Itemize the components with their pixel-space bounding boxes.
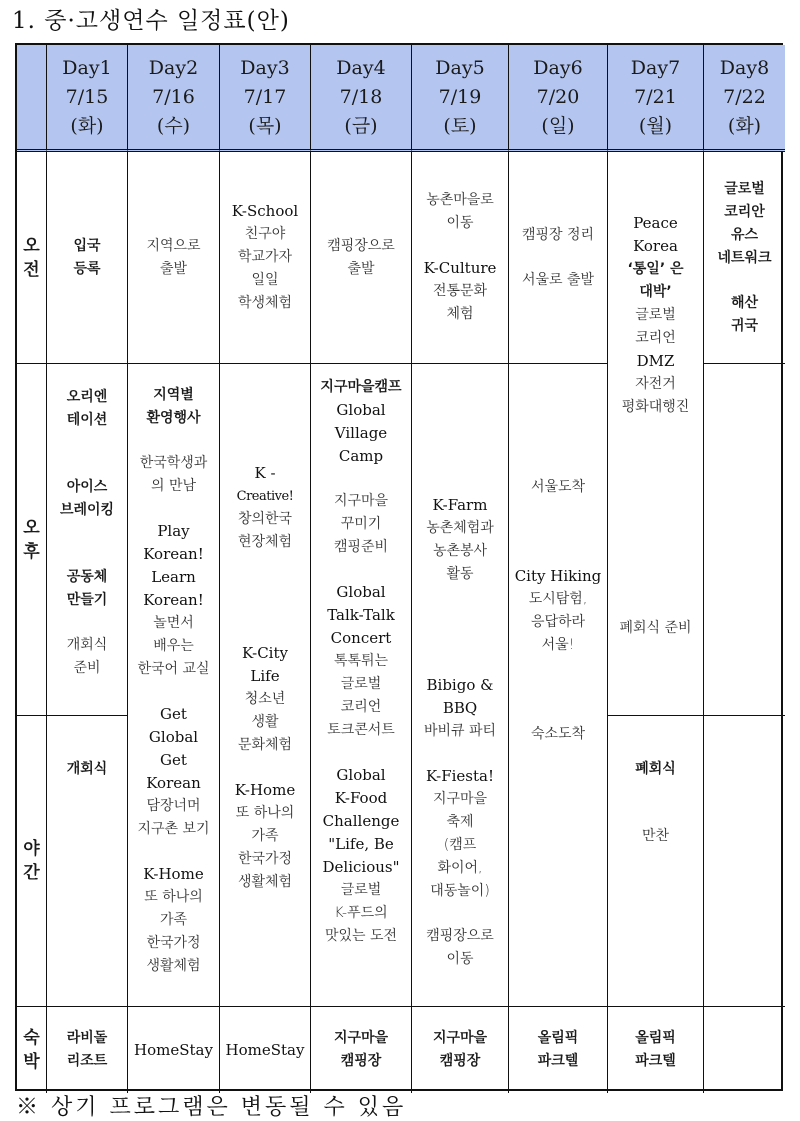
day-weekday: (화) [727, 114, 762, 137]
activity-text: Korean! [143, 545, 204, 563]
day4-morning-cell [311, 152, 412, 364]
row-label-char: 야 [23, 839, 40, 859]
activity-text: 도시탐험, [528, 591, 588, 607]
activity-text: 글로벌 [724, 180, 765, 197]
activity-text: 이동 [446, 215, 474, 231]
header-day8 [704, 45, 785, 152]
activity-text: 바비큐 파티 [423, 723, 497, 739]
activity-text: 체험 [446, 306, 474, 322]
day8-morning-cell [704, 152, 785, 364]
activity-text: K-Farm [432, 496, 488, 514]
activity-text: 한국학생과 [139, 455, 208, 471]
day1-afternoon-cell [47, 364, 128, 716]
activity-text: 코리안 [724, 203, 765, 220]
activity-text: 담장너머 [146, 798, 201, 814]
activity-text: 지구촌 보기 [137, 821, 210, 837]
activity-text: BBQ [442, 699, 478, 717]
activity-text: 글로벌 [340, 676, 382, 692]
lodging-text: HomeStay [134, 1040, 213, 1059]
activity-text: 지구마을캠프 [320, 379, 402, 395]
activity-text: 생활 [251, 714, 279, 730]
activity-text: 자전거 [635, 376, 676, 392]
activity-text: 친구야 [244, 226, 286, 242]
activity-text: 대박’ [639, 284, 672, 300]
activity-text: 학교가자 [237, 249, 293, 265]
lodging-text: 지구마을 [333, 1030, 389, 1046]
activity-text: 지역별 [153, 387, 194, 403]
activity-text: K-Home [234, 781, 296, 799]
activity-text: K - [254, 464, 276, 482]
lodging-text: 지구마을 [432, 1030, 488, 1046]
day-date: 7/15 [65, 85, 109, 108]
activity-text: City Hiking [514, 567, 602, 585]
activity-text: 배우는 [153, 638, 194, 654]
activity-text: 현장체험 [237, 534, 293, 550]
lodging-day3 [220, 1007, 311, 1093]
lodging-text: 파크텔 [635, 1053, 676, 1069]
activity-text: Get [160, 751, 187, 769]
row-label-lodging [17, 1007, 47, 1093]
activity-text: 지역으로 [146, 237, 201, 254]
day3-morning-cell [220, 152, 311, 364]
day8-evening-cell [704, 716, 785, 1007]
activity-text: 네트워크 [717, 249, 772, 266]
activity-text: Play [157, 522, 190, 540]
activity-text: (캠프 [443, 837, 477, 853]
activity-text: 귀국 [730, 317, 759, 334]
activity-text: K-Culture [423, 259, 497, 277]
lodging-text: 캠핑장 [340, 1053, 382, 1069]
day-weekday: (수) [156, 114, 191, 137]
activity-text: 준비 [73, 660, 101, 676]
header-day7 [608, 45, 704, 152]
day-date: 7/18 [339, 85, 383, 108]
day6-afternoon-evening-cell [509, 364, 608, 1007]
activity-text: 공동체 [66, 569, 108, 585]
row-label-char: 오 [23, 235, 40, 256]
activity-text: 코리언 [340, 699, 382, 715]
activity-text: 만들기 [66, 592, 108, 608]
activity-text: Concert [330, 629, 392, 647]
day-label: Day3 [240, 56, 290, 79]
day-label: Day8 [719, 56, 770, 79]
day-weekday: (토) [443, 114, 477, 137]
header-day5 [412, 45, 509, 152]
activity-text: 폐회식 [635, 761, 676, 777]
activity-text: 오리엔 [66, 389, 108, 405]
activity-text: K-City [242, 644, 288, 662]
day5-morning-cell [412, 152, 509, 364]
header-day2 [128, 45, 220, 152]
row-label-char: 간 [23, 863, 40, 883]
activity-text: 캠핑장 정리 [521, 226, 595, 243]
activity-text: 출발 [159, 260, 188, 277]
activity-text: 글로벌 [635, 307, 676, 323]
activity-text: 서울로 출발 [521, 271, 595, 288]
row-label-char: 전 [23, 259, 40, 280]
lodging-day1 [47, 1007, 128, 1093]
activity-text: ‘통일’ 은 [627, 261, 684, 277]
activity-text: "Life, Be [328, 835, 394, 853]
day-date: 7/16 [152, 85, 195, 108]
activity-text: 의 만남 [150, 478, 197, 494]
header-day1 [47, 45, 128, 152]
activity-text: 해산 [730, 294, 759, 311]
activity-text: Talk-Talk [327, 606, 395, 624]
activity-text: 평화대행진 [621, 399, 690, 415]
activity-text: 폐회식 준비 [619, 620, 692, 636]
activity-text: 글로벌 [340, 882, 382, 898]
activity-text: Global [336, 583, 386, 601]
row-label-morning [17, 152, 47, 364]
activity-text: 문화체험 [237, 737, 293, 753]
activity-text: 브레이킹 [59, 502, 115, 518]
day1-evening-cell [47, 716, 128, 1007]
row-label-char: 박 [23, 1052, 40, 1072]
lodging-day5 [412, 1007, 509, 1093]
activity-text: Global [148, 728, 199, 746]
activity-text: 서울도착 [530, 479, 586, 495]
day-date: 7/17 [243, 85, 287, 108]
activity-text: Delicious" [322, 858, 400, 876]
lodging-text: 리조트 [66, 1053, 108, 1069]
activity-text: 화이어, [437, 860, 483, 876]
lodging-text: 파크텔 [537, 1053, 579, 1069]
day-weekday: (목) [248, 114, 282, 137]
activity-text: 캠핑준비 [333, 539, 389, 555]
activity-text: Learn [151, 568, 196, 586]
day5-afternoon-evening-cell [412, 364, 509, 1007]
activity-text: 환영행사 [146, 410, 201, 426]
day-date: 7/20 [536, 85, 580, 108]
activity-text: Creative! [236, 489, 294, 504]
activity-text: 토크콘서트 [327, 722, 395, 738]
activity-text: K-Home [143, 865, 204, 883]
activity-text: K-Fiesta! [426, 767, 494, 785]
activity-text: 대동놀이) [430, 883, 490, 899]
day3-afternoon-evening-cell [220, 364, 311, 1007]
activity-text: 전통문화 [432, 283, 488, 299]
activity-text: 아이스 [66, 479, 108, 495]
activity-text: Korean [146, 774, 201, 792]
lodging-text: 캠핑장 [439, 1053, 481, 1069]
activity-text: 축제 [446, 814, 474, 830]
activity-text: Village [334, 424, 388, 442]
activity-text: Challenge [322, 812, 400, 830]
activity-text: 캠핑장으로 [327, 237, 395, 254]
row-label-char: 오 [23, 517, 40, 538]
day-date: 7/19 [438, 85, 482, 108]
lodging-text: 올림픽 [635, 1030, 676, 1046]
schedule-table [15, 43, 783, 1091]
header-day6 [509, 45, 608, 152]
day-label: Day5 [435, 56, 485, 79]
day2-morning-cell [128, 152, 220, 364]
activity-text: 한국어 교실 [137, 661, 210, 677]
activity-text: 청소년 [244, 691, 286, 707]
lodging-text: 라비돌 [66, 1030, 108, 1046]
day-date: 7/21 [634, 85, 677, 108]
activity-text: 또 하나의 [144, 889, 203, 905]
day-weekday: (월) [638, 114, 673, 137]
activity-text: 코리언 [635, 330, 676, 346]
day6-morning-cell [509, 152, 608, 364]
activity-text: 일일 [251, 272, 279, 288]
activity-text: 지구마을 [432, 791, 488, 807]
activity-text: 만찬 [641, 828, 670, 844]
header-day3 [220, 45, 311, 152]
activity-text: 맛있는 도전 [324, 928, 398, 944]
day7-day-cell [608, 152, 704, 716]
row-label-afternoon [17, 364, 47, 716]
activity-text: 농촌체험과 [426, 520, 494, 536]
lodging-day8 [704, 1007, 785, 1093]
header-corner [17, 45, 47, 152]
page-title: 1. 중·고생연수 일정표(안) [12, 8, 290, 34]
lodging-day4 [311, 1007, 412, 1093]
row-label-char: 숙 [23, 1028, 40, 1048]
activity-text: K-Food [334, 789, 388, 807]
row-label-char: 후 [23, 541, 40, 562]
activity-text: 생활체험 [146, 958, 201, 974]
activity-text: Peace [633, 214, 678, 232]
header-day4 [311, 45, 412, 152]
activity-text: 놀면서 [153, 615, 194, 631]
activity-text: 캠핑장으로 [426, 928, 494, 944]
activity-text: 생활체험 [237, 874, 293, 890]
activity-text: 개회식 [66, 637, 108, 653]
day-label: Day1 [62, 56, 112, 79]
day1-morning-cell [47, 152, 128, 364]
activity-text: 가족 [159, 912, 188, 928]
activity-text: Korea [633, 237, 678, 255]
day-label: Day6 [533, 56, 583, 79]
day-weekday: (일) [541, 114, 575, 137]
lodging-day2 [128, 1007, 220, 1093]
day8-afternoon-cell [704, 364, 785, 716]
activity-text: 유스 [730, 226, 759, 243]
activity-text: Bibigo & [426, 676, 494, 694]
activity-text: 서울! [541, 637, 575, 653]
footnote: ※ 상기 프로그램은 변동될 수 있음 [16, 1095, 407, 1120]
day-date: 7/22 [723, 85, 766, 108]
activity-text: 출발 [347, 260, 375, 277]
activity-text: 개회식 [66, 761, 108, 777]
day-weekday: (화) [70, 114, 104, 137]
activity-text: 숙소도착 [530, 726, 586, 742]
activity-text: Global [336, 401, 386, 419]
activity-text: Get [160, 705, 187, 723]
lodging-day7 [608, 1007, 704, 1093]
activity-text: 활동 [446, 566, 474, 582]
activity-text: 한국가정 [146, 935, 201, 951]
day4-afternoon-evening-cell [311, 364, 412, 1007]
day-label: Day2 [148, 56, 199, 79]
activity-text: 창의한국 [237, 511, 293, 527]
activity-text: K-School [231, 202, 299, 220]
activity-text: 농촌봉사 [432, 543, 488, 559]
activity-text: 입국 [73, 237, 101, 254]
activity-text: 테이션 [66, 412, 108, 428]
activity-text: 지구마을 [333, 493, 389, 509]
activity-text: 가족 [251, 828, 279, 844]
activity-text: Life [250, 667, 280, 685]
row-label-evening [17, 716, 47, 1007]
lodging-day6 [509, 1007, 608, 1093]
activity-text: 등록 [73, 260, 101, 277]
activity-text: Global [336, 766, 386, 784]
lodging-text: 올림픽 [537, 1030, 579, 1046]
activity-text: 꾸미기 [340, 516, 382, 532]
day-weekday: (금) [344, 114, 378, 137]
day2-afternoon-evening-cell [128, 364, 220, 1007]
activity-text: 학생체험 [237, 295, 293, 311]
day-label: Day4 [336, 56, 386, 79]
activity-text: DMZ [636, 352, 675, 370]
activity-text: K-푸드의 [334, 905, 388, 921]
day-label: Day7 [630, 56, 681, 79]
activity-text: Korean! [143, 591, 204, 609]
day7-evening-cell [608, 716, 704, 1007]
activity-text: Camp [338, 447, 384, 465]
activity-text: 한국가정 [237, 851, 293, 867]
activity-text: 이동 [446, 951, 474, 967]
lodging-text: HomeStay [225, 1040, 305, 1059]
activity-text: 또 하나의 [235, 805, 295, 821]
activity-text: 톡톡튀는 [333, 653, 389, 669]
activity-text: 농촌마을로 [426, 192, 494, 208]
activity-text: 응답하라 [530, 614, 586, 630]
